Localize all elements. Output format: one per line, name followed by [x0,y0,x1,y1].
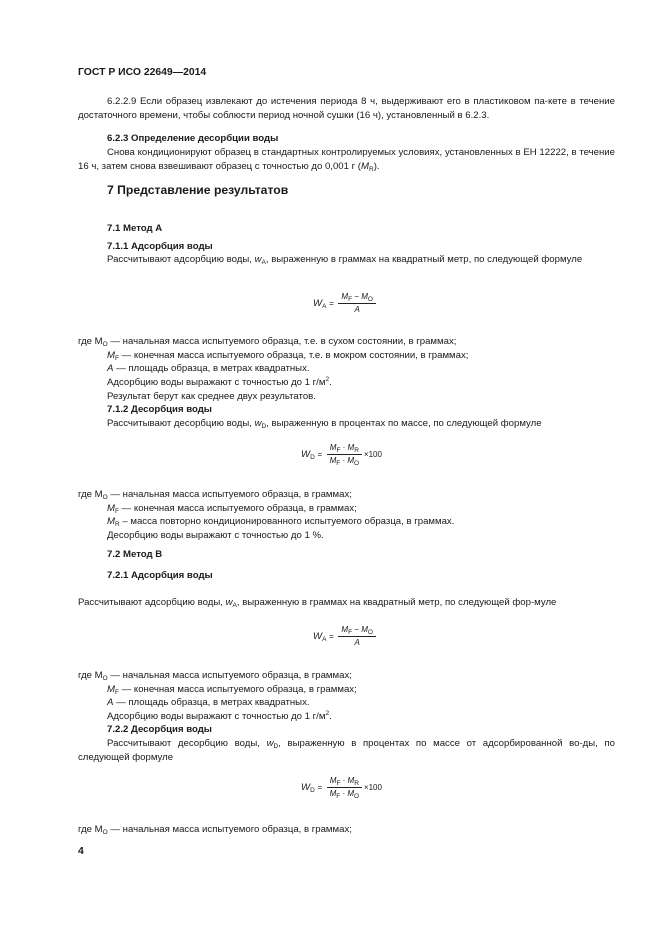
where-list-3-mo: где $M_O$ — начальная масса испытуемого образца, в граммах; [78,670,352,682]
heading-712: 7.1.2 Десорбция воды [107,404,212,415]
note-3-precision: Адсорбцию воды выражают с точностью до 1 $г/м^2$. [107,710,332,722]
paragraph-721: Рассчитывают адсорбцию воды, $w_A$, выраженную в граммах на квадратный метр, по следующей фор-муле [78,597,557,609]
where-list-3-mf: $M_F$ — конечная масса испытуемого образца, в граммах; [107,684,357,696]
section-7-heading: 7 Представление результатов [107,183,289,197]
heading-722: 7.2.2 Десорбция воды [107,724,212,735]
heading-623: 6.2.3 Определение десорбции воды [107,133,279,144]
note-1-average: Результат берут как среднее двух результатов. [107,391,316,402]
paragraph-711: Рассчитывают адсорбцию воды, $w_A$, выраженную в граммах на квадратный метр, по следующей формуле [107,254,583,266]
note-1-precision: Адсорбцию воды выражают с точностью до 1 $г/м^2$. [107,376,332,388]
formula-wd-1: $W_D$ = $\frac{M_F \cdot M_R}{M_F \cdot M_O}$ ×100 [301,443,382,467]
note-2-precision: Десорбцию воды выражают с точностью до 1 %. [107,530,324,541]
formula-wa-1: $W_A$ = $\frac{M_F - M_O}{A}$ [313,292,378,315]
document-header: ГОСТ Р ИСО 22649—2014 [78,67,207,78]
heading-72: 7.2 Метод В [107,549,163,560]
heading-721: 7.2.1 Адсорбция воды [107,570,213,581]
heading-711: 7.1.1 Адсорбция воды [107,241,213,252]
where-list-1-mf: $M_F$ — конечная масса испытуемого образца, т.е. в мокром состоянии, в граммах; [107,350,469,362]
paragraph-6229: 6.2.2.9 Если образец извлекают до истечения периода 8 ч, выдерживают его в пластиковом па-кете в течение достаточного времени, чтобы соблюсти период ночной сушки (16 ч), установленный в 6.2.3. [78,96,615,121]
paragraph-712: Рассчитывают десорбцию воды, $w_D$, выраженную в процентах по массе, по следующей формуле [107,418,542,430]
where-list-2-mf: $M_F$ — конечная масса испытуемого образца, в граммах; [107,503,357,515]
where-list-1-a: A — площадь образца, в метрах квадратных. [107,363,310,374]
paragraph-623: Снова кондиционируют образец в стандартных контролируемых условиях, установленных в ЕН 12222, в течение 16 ч, затем снова взвешивают образец с точностью до 0,001 г $(M_R)$. [78,147,615,173]
paragraph-722: Рассчитывают десорбцию воды, $w_D$, выраженную в процентах по массе от адсорбированной во-ды, по следующей формуле [78,738,615,763]
page-number: 4 [78,846,84,857]
formula-wd-2: $W_D$ = $\frac{M_F \cdot M_R}{M_F \cdot M_O}$ ×100 [301,776,382,800]
heading-71: 7.1 Метод А [107,223,163,234]
where-list-2-mr: $M_R$ – масса повторно кондиционированного испытуемого образца, в граммах. [107,516,455,528]
where-list-4-mo: где $M_O$ — начальная масса испытуемого образца, в граммах; [78,824,352,836]
where-list-2-mo: где $M_O$ — начальная масса испытуемого образца, в граммах; [78,489,352,501]
formula-wa-2: $W_A$ = $\frac{M_F - M_O}{A}$ [313,625,378,648]
where-list-1-mo: где $M_O$ — начальная масса испытуемого образца, т.е. в сухом состоянии, в граммах; [78,336,457,348]
where-list-3-a: A — площадь образца, в метрах квадратных. [107,697,310,708]
